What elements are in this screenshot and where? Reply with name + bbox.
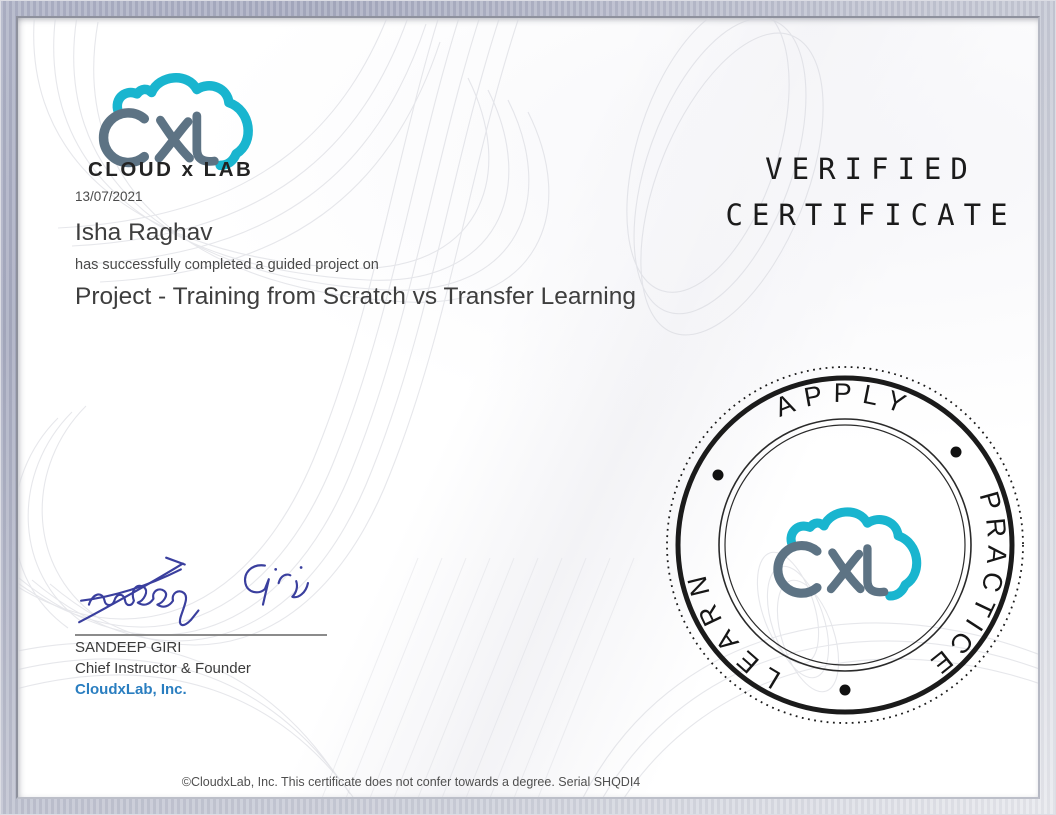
signer-company: CloudxLab, Inc. <box>75 681 187 698</box>
signer-role: Chief Instructor & Founder <box>75 660 251 677</box>
seal-logo-icon <box>778 512 917 596</box>
signer-name: SANDEEP GIRI <box>75 639 182 656</box>
svg-text:PRACTICE <box>920 488 1012 684</box>
course-title: Project - Training from Scratch vs Transfer Learning <box>75 283 636 310</box>
signature-divider <box>75 634 327 636</box>
seal-word-practice: PRACTICE <box>920 488 1013 684</box>
seal-inner-ring-inner <box>725 425 965 665</box>
issue-date: 13/07/2021 <box>75 189 143 204</box>
brand-wordmark: CLOUD x LAB <box>88 158 254 181</box>
seal-word-learn: LEARN <box>679 563 786 695</box>
cxl-seal <box>655 355 1035 735</box>
seal-word-apply: APPLY <box>770 377 920 423</box>
seal-inner-ring-outer <box>719 419 971 671</box>
footer-disclaimer: ©CloudxLab, Inc. This certificate does not confer towards a degree. Serial SHQDI4 <box>181 775 641 789</box>
signature-image <box>73 544 318 632</box>
seal-dotted-ring <box>667 367 1023 723</box>
seal-separator-dot <box>951 447 962 458</box>
verified-certificate-label <box>718 146 1024 238</box>
svg-text:LEARN <box>679 563 785 694</box>
seal-separator-dot <box>840 685 851 696</box>
completion-text: has successfully completed a guided project on <box>75 257 379 273</box>
certificate-paper <box>16 16 1040 799</box>
seal-separator-dot <box>713 470 724 481</box>
recipient-name: Isha Raghav <box>75 219 213 246</box>
verified-line: VERIFIED <box>765 152 977 186</box>
certificate-line: CERTIFICATE <box>725 198 1017 232</box>
